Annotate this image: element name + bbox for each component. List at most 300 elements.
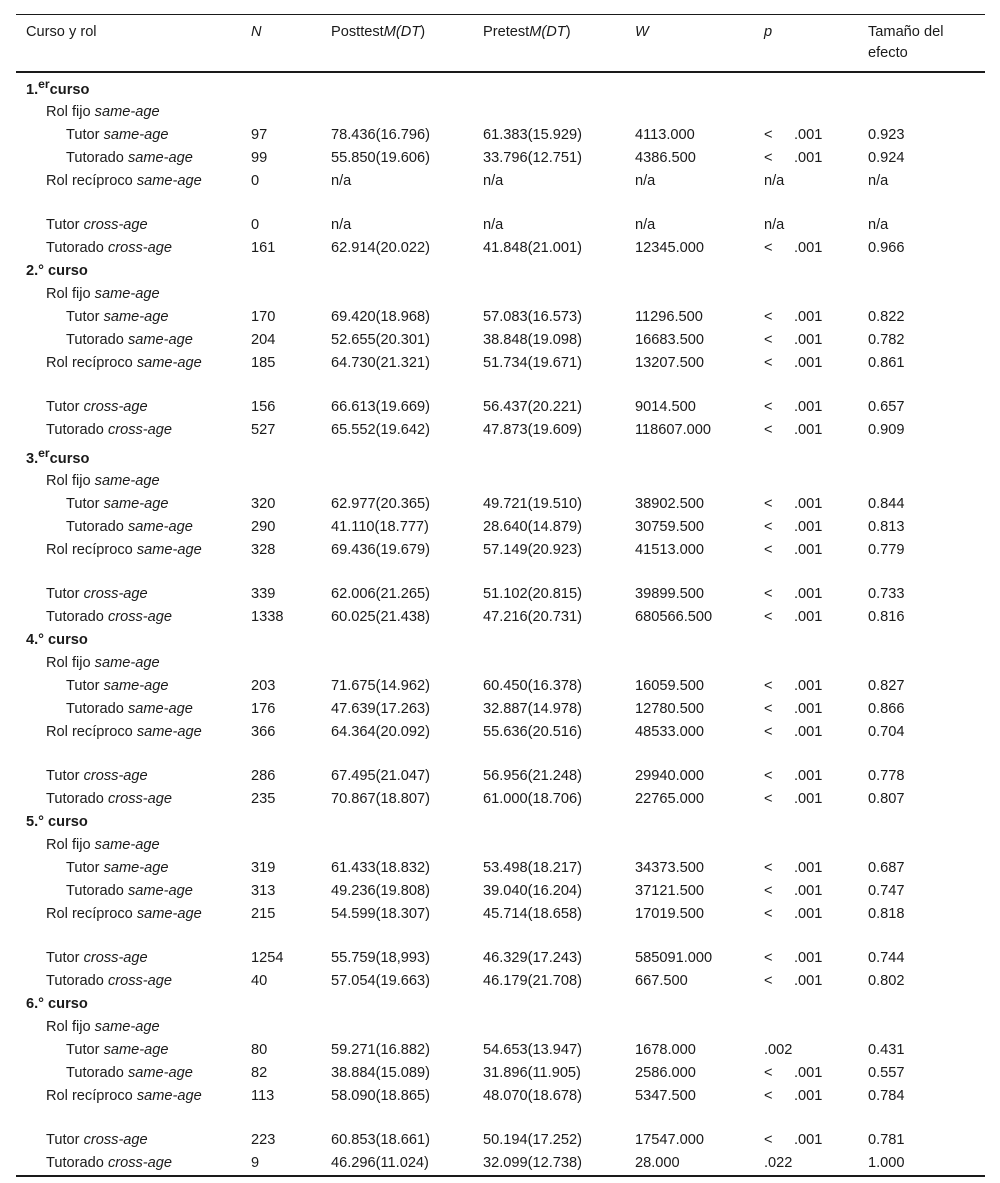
table-row [16, 1039, 985, 1062]
role-age-type: cross-age [107, 608, 173, 625]
table-row [16, 170, 985, 214]
role-age-type: cross-age [107, 1154, 173, 1171]
table-row [16, 419, 985, 442]
w-cell: 12780.500 [635, 700, 704, 717]
effect-size-cell: 0.866 [868, 700, 905, 717]
table-row [16, 516, 985, 539]
role-age-type: same-age [103, 677, 169, 694]
n-cell: 235 [251, 790, 276, 807]
p-value: .001 [794, 518, 823, 535]
effect-size-cell: 0.431 [868, 1041, 905, 1058]
role-prefix: Tutor [66, 859, 104, 876]
role-age-type: cross-age [107, 972, 173, 989]
role-age-type: same-age [136, 172, 202, 189]
role-label [16, 675, 241, 698]
less-than-sign: < [764, 723, 773, 740]
course-group-row [16, 260, 985, 283]
role-age-type: same-age [127, 149, 193, 166]
posttest-cell: 54.599(18.307) [331, 905, 430, 922]
role-age-type: same-age [136, 905, 202, 922]
p-value: .001 [794, 398, 823, 415]
n-cell: 1338 [251, 608, 284, 625]
role-prefix: Rol recíproco [46, 905, 137, 922]
effect-size-cell: 0.966 [868, 239, 905, 256]
w-cell: 30759.500 [635, 518, 704, 535]
role-age-type: same-age [103, 1041, 169, 1058]
course-word: curso [49, 450, 90, 467]
less-than-sign: < [764, 1064, 773, 1081]
role-prefix: Rol fijo [46, 285, 95, 302]
w-cell: 4386.500 [635, 149, 696, 166]
role-label [16, 1085, 241, 1129]
p-cell [754, 1062, 858, 1085]
role-label [16, 329, 241, 352]
posttest-cell: 64.730(21.321) [331, 354, 430, 371]
less-than-sign: < [764, 495, 773, 512]
posttest-cell: 71.675(14.962) [331, 677, 430, 694]
less-than-sign: < [764, 518, 773, 535]
p-value: .001 [794, 1064, 823, 1081]
effect-size-cell: 0.822 [868, 308, 905, 325]
pretest-cell: 31.896(11.905) [483, 1064, 581, 1081]
role-age-type: same-age [127, 331, 193, 348]
role-prefix: Rol fijo [46, 103, 95, 120]
n-cell: 185 [251, 354, 276, 371]
role-label [16, 396, 241, 419]
results-table-container [16, 14, 985, 1177]
w-cell: n/a [635, 216, 656, 233]
p-cell [754, 970, 858, 993]
course-ordinal-sup: er [38, 445, 50, 460]
role-prefix: Rol fijo [46, 472, 95, 489]
role-age-type: same-age [136, 354, 202, 371]
role-subgroup-label [16, 101, 985, 124]
table-row [16, 583, 985, 606]
p-cell [754, 539, 858, 583]
posttest-cell: 57.054(19.663) [331, 972, 430, 989]
less-than-sign: < [764, 585, 773, 602]
n-cell: 80 [251, 1041, 268, 1058]
role-label [16, 721, 241, 765]
posttest-cell: 55.850(19.606) [331, 149, 430, 166]
less-than-sign: < [764, 790, 773, 807]
course-group-row [16, 811, 985, 834]
role-age-type: same-age [94, 285, 160, 302]
posttest-cell: 47.639(17.263) [331, 700, 430, 717]
role-prefix: Tutor [46, 398, 84, 415]
less-than-sign: < [764, 882, 773, 899]
p-value: .001 [794, 421, 823, 438]
effect-size-cell: 0.557 [868, 1064, 905, 1081]
role-age-type: cross-age [107, 239, 173, 256]
p-cell [754, 214, 858, 237]
role-prefix: Tutorado [66, 149, 128, 166]
effect-size-cell: 0.813 [868, 518, 905, 535]
course-group-label [16, 993, 985, 1016]
n-cell: 320 [251, 495, 276, 512]
role-prefix: Tutor [46, 585, 84, 602]
table-row [16, 947, 985, 970]
course-number: 4.° curso [26, 631, 88, 648]
effect-size-cell: n/a [868, 172, 889, 189]
p-value: .001 [794, 905, 823, 922]
results-table [16, 14, 985, 1177]
role-subgroup-row [16, 101, 985, 124]
role-label [16, 306, 241, 329]
effect-size-cell: 0.827 [868, 677, 905, 694]
table-row [16, 147, 985, 170]
role-label [16, 1129, 241, 1152]
role-age-type: same-age [94, 103, 160, 120]
w-cell: 12345.000 [635, 239, 704, 256]
n-cell: 170 [251, 308, 276, 325]
role-label [16, 947, 241, 970]
effect-size-cell: 0.816 [868, 608, 905, 625]
course-ordinal-sup: er [38, 77, 50, 91]
less-than-sign: < [764, 700, 773, 717]
role-age-type: cross-age [83, 398, 148, 415]
posttest-cell: 62.977(20.365) [331, 495, 430, 512]
p-cell [754, 396, 858, 419]
p-value: .001 [794, 882, 823, 899]
pretest-cell: 57.149(20.923) [483, 541, 582, 558]
n-cell: 0 [251, 216, 260, 233]
n-cell: 223 [251, 1131, 276, 1148]
table-row [16, 698, 985, 721]
p-value: n/a [764, 172, 785, 189]
w-cell: 11296.500 [635, 308, 703, 325]
effect-size-cell: 1.000 [868, 1154, 905, 1171]
w-cell: 17547.000 [635, 1131, 704, 1148]
effect-size-cell: 0.818 [868, 905, 905, 922]
pretest-cell: 50.194(17.252) [483, 1131, 582, 1148]
table-row [16, 124, 985, 147]
pretest-cell: 51.734(19.671) [483, 354, 582, 371]
role-label [16, 493, 241, 516]
p-value: .001 [794, 495, 823, 512]
role-prefix: Rol fijo [46, 1018, 95, 1035]
posttest-cell: 60.025(21.438) [331, 608, 430, 625]
header-n: N [251, 24, 262, 40]
w-cell: n/a [635, 172, 656, 189]
pretest-cell: 54.653(13.947) [483, 1041, 582, 1058]
n-cell: 204 [251, 331, 276, 348]
effect-size-cell: 0.802 [868, 972, 905, 989]
role-age-type: cross-age [83, 1131, 148, 1148]
p-cell [754, 583, 858, 606]
role-prefix: Tutor [46, 1131, 84, 1148]
role-label [16, 237, 241, 260]
course-number: 6.° curso [26, 995, 88, 1012]
n-cell: 1254 [251, 949, 284, 966]
less-than-sign: < [764, 1131, 773, 1148]
table-row [16, 352, 985, 396]
p-cell [754, 493, 858, 516]
less-than-sign: < [764, 398, 773, 415]
role-age-type: same-age [94, 472, 160, 489]
w-cell: 34373.500 [635, 859, 704, 876]
role-label [16, 1039, 241, 1062]
role-label [16, 352, 241, 396]
role-age-type: same-age [136, 1087, 202, 1104]
role-label [16, 1062, 241, 1085]
less-than-sign: < [764, 767, 773, 784]
p-cell [754, 947, 858, 970]
less-than-sign: < [764, 541, 773, 558]
p-cell [754, 147, 858, 170]
posttest-cell: 69.420(18.968) [331, 308, 430, 325]
role-subgroup-row [16, 1016, 985, 1039]
role-label [16, 903, 241, 947]
p-value: .001 [794, 790, 823, 807]
pretest-cell: 32.099(12.738) [483, 1154, 582, 1171]
posttest-cell: 52.655(20.301) [331, 331, 430, 348]
pretest-cell: 56.437(20.221) [483, 398, 582, 415]
w-cell: 680566.500 [635, 608, 713, 625]
p-value: .001 [794, 677, 823, 694]
n-cell: 97 [251, 126, 268, 143]
role-age-type: same-age [94, 654, 160, 671]
pretest-cell: 57.083(16.573) [483, 308, 582, 325]
posttest-cell: 62.914(20.022) [331, 239, 430, 256]
effect-size-cell: 0.779 [868, 541, 905, 558]
course-number: 2.° curso [26, 262, 88, 279]
role-age-type: same-age [136, 541, 202, 558]
role-subgroup-row [16, 283, 985, 306]
posttest-cell: 49.236(19.808) [331, 882, 430, 899]
role-subgroup-label [16, 470, 985, 493]
p-cell [754, 606, 858, 629]
less-than-sign: < [764, 126, 773, 143]
role-prefix: Tutorado [46, 239, 108, 256]
less-than-sign: < [764, 1087, 773, 1104]
pretest-cell: n/a [483, 172, 504, 189]
role-age-type: cross-age [107, 790, 173, 807]
role-label [16, 214, 241, 237]
course-group-label [16, 811, 985, 834]
pretest-cell: 53.498(18.217) [483, 859, 582, 876]
pretest-cell: 28.640(14.879) [483, 518, 582, 535]
role-subgroup-row [16, 652, 985, 675]
p-cell [754, 1129, 858, 1152]
pretest-cell: 55.636(20.516) [483, 723, 582, 740]
n-cell: 215 [251, 905, 276, 922]
posttest-cell: 46.296(11.024) [331, 1154, 429, 1171]
course-group-row [16, 993, 985, 1016]
role-prefix: Tutor [46, 216, 84, 233]
role-age-type: cross-age [83, 216, 148, 233]
table-row [16, 329, 985, 352]
effect-size-cell: 0.744 [868, 949, 905, 966]
course-group-row [16, 442, 985, 470]
table-row [16, 539, 985, 583]
w-cell: 13207.500 [635, 354, 704, 371]
w-cell: 2586.000 [635, 1064, 696, 1081]
role-prefix: Tutor [66, 1041, 104, 1058]
w-cell: 41513.000 [635, 541, 704, 558]
posttest-cell: 69.436(19.679) [331, 541, 430, 558]
p-value: .001 [794, 859, 823, 876]
pretest-cell: 38.848(19.098) [483, 331, 582, 348]
w-cell: 16683.500 [635, 331, 704, 348]
role-subgroup-label [16, 283, 985, 306]
posttest-cell: 58.090(18.865) [331, 1087, 430, 1104]
p-cell [754, 329, 858, 352]
less-than-sign: < [764, 331, 773, 348]
effect-size-cell: 0.784 [868, 1087, 905, 1104]
pretest-cell: 39.040(16.204) [483, 882, 582, 899]
table-row [16, 970, 985, 993]
role-age-type: same-age [127, 882, 193, 899]
effect-size-cell: 0.924 [868, 149, 905, 166]
role-age-type: same-age [136, 723, 202, 740]
w-cell: 1678.000 [635, 1041, 696, 1058]
w-cell: 9014.500 [635, 398, 696, 415]
role-prefix: Rol fijo [46, 654, 95, 671]
effect-size-cell: 0.687 [868, 859, 905, 876]
n-cell: 527 [251, 421, 276, 438]
n-cell: 366 [251, 723, 276, 740]
role-age-type: cross-age [83, 585, 148, 602]
effect-size-cell: 0.733 [868, 585, 905, 602]
role-label [16, 857, 241, 880]
n-cell: 319 [251, 859, 276, 876]
course-group-label [16, 260, 985, 283]
w-cell: 17019.500 [635, 905, 704, 922]
role-prefix: Rol recíproco [46, 172, 137, 189]
effect-size-cell: 0.778 [868, 767, 905, 784]
role-prefix: Tutorado [46, 421, 108, 438]
p-value: n/a [764, 216, 785, 233]
table-row [16, 788, 985, 811]
effect-size-cell: 0.747 [868, 882, 905, 899]
role-prefix: Tutorado [66, 700, 128, 717]
effect-size-cell: 0.657 [868, 398, 905, 415]
effect-size-cell: 0.861 [868, 354, 905, 371]
role-label [16, 788, 241, 811]
role-label [16, 1152, 241, 1176]
table-row [16, 606, 985, 629]
p-value: .001 [794, 1087, 823, 1104]
header-course-role: Curso y rol [26, 24, 97, 40]
role-prefix: Tutor [66, 495, 104, 512]
less-than-sign: < [764, 421, 773, 438]
p-value: .001 [794, 972, 823, 989]
p-cell [754, 1085, 858, 1129]
table-row [16, 765, 985, 788]
p-value: .001 [794, 700, 823, 717]
header-posttest: PosttestM(DT) [331, 24, 426, 40]
table-row [16, 880, 985, 903]
role-prefix: Rol recíproco [46, 541, 137, 558]
p-cell [754, 788, 858, 811]
posttest-cell: 60.853(18.661) [331, 1131, 430, 1148]
role-prefix: Tutor [46, 949, 84, 966]
p-cell [754, 1039, 858, 1062]
p-cell [754, 857, 858, 880]
w-cell: 48533.000 [635, 723, 704, 740]
pretest-cell: 49.721(19.510) [483, 495, 582, 512]
role-age-type: same-age [103, 859, 169, 876]
pretest-cell: 61.383(15.929) [483, 126, 582, 143]
role-label [16, 147, 241, 170]
w-cell: 118607.000 [635, 421, 712, 438]
table-row [16, 721, 985, 765]
role-prefix: Tutorado [66, 882, 128, 899]
p-value: .001 [794, 585, 823, 602]
p-value: .001 [794, 767, 823, 784]
table-row [16, 675, 985, 698]
role-age-type: cross-age [107, 421, 173, 438]
role-subgroup-row [16, 470, 985, 493]
p-cell [754, 675, 858, 698]
effect-size-cell: 0.923 [868, 126, 905, 143]
n-cell: 313 [251, 882, 276, 899]
table-row [16, 237, 985, 260]
posttest-cell: 67.495(21.047) [331, 767, 430, 784]
p-cell [754, 124, 858, 147]
role-prefix: Rol recíproco [46, 354, 137, 371]
w-cell: 28.000 [635, 1154, 680, 1171]
p-cell [754, 765, 858, 788]
p-value: .022 [764, 1154, 793, 1171]
role-label [16, 124, 241, 147]
p-cell [754, 306, 858, 329]
pretest-cell: 60.450(16.378) [483, 677, 582, 694]
role-label [16, 419, 241, 442]
effect-size-cell: 0.781 [868, 1131, 905, 1148]
w-cell: 38902.500 [635, 495, 704, 512]
p-value: .001 [794, 331, 823, 348]
n-cell: 40 [251, 972, 268, 989]
course-group-label [16, 629, 985, 652]
less-than-sign: < [764, 308, 773, 325]
role-subgroup-row [16, 834, 985, 857]
p-cell [754, 516, 858, 539]
course-number: 3. [26, 450, 39, 467]
role-label [16, 698, 241, 721]
w-cell: 16059.500 [635, 677, 704, 694]
pretest-cell: 56.956(21.248) [483, 767, 582, 784]
pretest-cell: 61.000(18.706) [483, 790, 582, 807]
posttest-cell: 61.433(18.832) [331, 859, 430, 876]
posttest-cell: n/a [331, 172, 352, 189]
p-cell [754, 880, 858, 903]
effect-size-cell: 0.909 [868, 421, 905, 438]
p-value: .001 [794, 541, 823, 558]
pretest-cell: 51.102(20.815) [483, 585, 582, 602]
less-than-sign: < [764, 354, 773, 371]
role-label [16, 583, 241, 606]
role-prefix: Tutor [66, 308, 104, 325]
n-cell: 328 [251, 541, 276, 558]
role-label [16, 606, 241, 629]
n-cell: 161 [251, 239, 276, 256]
posttest-cell: 78.436(16.796) [331, 126, 430, 143]
role-prefix: Tutorado [66, 518, 128, 535]
less-than-sign: < [764, 149, 773, 166]
p-cell [754, 419, 858, 442]
effect-size-cell: 0.704 [868, 723, 905, 740]
table-row [16, 396, 985, 419]
n-cell: 9 [251, 1154, 260, 1171]
pretest-cell: 47.216(20.731) [483, 608, 582, 625]
n-cell: 82 [251, 1064, 268, 1081]
p-value: .001 [794, 239, 823, 256]
table-row [16, 857, 985, 880]
p-cell [754, 1152, 858, 1176]
p-cell [754, 721, 858, 765]
